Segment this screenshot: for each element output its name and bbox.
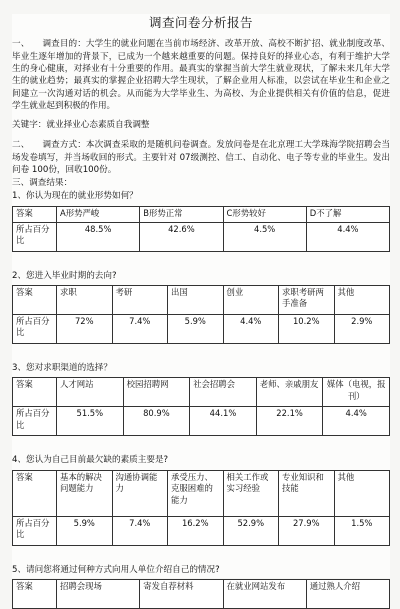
row-label-cell: 所占百分比 bbox=[13, 516, 57, 545]
header-cell: 专业知识和技能 bbox=[279, 470, 335, 516]
header-cell: 通过熟人介绍 bbox=[306, 580, 389, 609]
header-cell: 其他 bbox=[334, 286, 390, 315]
document-page bbox=[12, 14, 390, 592]
table-header-row bbox=[13, 206, 390, 222]
value-cell: 42.6% bbox=[140, 222, 223, 251]
row-label-cell: 所占百分比 bbox=[13, 315, 57, 344]
value-cell: 4.4% bbox=[306, 222, 389, 251]
header-cell: 媒体（电视，报刊） bbox=[323, 378, 390, 407]
value-cell: 48.5% bbox=[57, 222, 140, 251]
header-cell: 答案 bbox=[13, 470, 57, 516]
header-cell: 在就业网站发布 bbox=[223, 580, 306, 609]
header-cell: 求职考研两手准备 bbox=[279, 286, 335, 315]
header-cell: 招聘会现场 bbox=[57, 580, 140, 609]
report-title: 调查问卷分析报告 bbox=[148, 15, 253, 30]
value-cell: 7.4% bbox=[112, 315, 168, 344]
question-1-table bbox=[12, 206, 390, 252]
value-cell: 10.2% bbox=[279, 315, 335, 344]
value-cell: 80.9% bbox=[123, 407, 190, 436]
value-cell: 22.1% bbox=[256, 407, 323, 436]
question-5-title: 5、请问您将通过何种方式向用人单位介绍自己的情况? bbox=[12, 564, 220, 575]
question-3-title: 3、您对求职渠道的选择？ bbox=[12, 363, 112, 374]
header-cell: 相关工作或实习经验 bbox=[223, 470, 279, 516]
question-4-title: 4、您认为自己目前最欠缺的素质主要是? bbox=[12, 455, 169, 466]
value-cell: 16.2% bbox=[168, 516, 224, 545]
value-cell: 4.4% bbox=[323, 407, 390, 436]
value-cell: 4.5% bbox=[223, 222, 306, 251]
question-3-table bbox=[12, 377, 390, 436]
header-cell: 答案 bbox=[13, 206, 57, 222]
question-2-title: 2、您进入毕业时期的去向? bbox=[12, 270, 117, 281]
value-cell: 1.5% bbox=[334, 516, 390, 545]
header-cell: 其他 bbox=[334, 470, 390, 516]
header-cell: D不了解 bbox=[306, 206, 389, 222]
table-row bbox=[13, 516, 390, 545]
purpose-paragraph: 一、 调查目的：大学生的就业问题在当前市场经济、改革开放、高校不断扩招、就业制度改革、毕业生逐年增加的背景下，已成为一个越来越重要的问题。保持良好的择业心态，有利于维护大学生的身心健康，对择业有十分重要的作用。最真实的掌握当前大学生就业现状，了解未来几年大学生的就业趋势；最真实的掌握企业招聘大学生现状，了解企业用人标准，以尝试在毕业生和企业之间建立一次沟通对话的机会。从而能为大学毕业生、为高校、为企业提供相关有价值的信息，促进学生就业起到积极的作用。 bbox=[12, 39, 390, 112]
header-cell: 求职 bbox=[57, 286, 113, 315]
value-cell: 51.5% bbox=[57, 407, 124, 436]
value-cell: 27.9% bbox=[279, 516, 335, 545]
header-cell: 基本的解决问题能力 bbox=[57, 470, 113, 516]
table-header-row bbox=[13, 286, 390, 315]
header-cell: 创业 bbox=[223, 286, 279, 315]
header-cell: 答案 bbox=[13, 378, 57, 407]
value-cell: 52.9% bbox=[223, 516, 279, 545]
table-row bbox=[13, 315, 390, 344]
header-cell: 沟通协调能力 bbox=[112, 470, 168, 516]
value-cell: 5.9% bbox=[57, 516, 113, 545]
table-header-row bbox=[13, 580, 390, 609]
header-cell: 人才网站 bbox=[57, 378, 124, 407]
header-cell: 考研 bbox=[112, 286, 168, 315]
header-cell: 答案 bbox=[13, 286, 57, 315]
row-label-cell: 所占百分比 bbox=[13, 222, 57, 251]
value-cell: 72% bbox=[57, 315, 113, 344]
question-5-table bbox=[12, 579, 390, 609]
table-row bbox=[13, 407, 390, 436]
keywords-line: 关键字：就业择业心态素质自我调整 bbox=[12, 119, 150, 130]
results-heading: 三、调查结果： bbox=[12, 177, 73, 188]
table-header-row bbox=[13, 470, 390, 516]
table-header-row bbox=[13, 378, 390, 407]
question-1-title: 1、你认为现在的就业形势如何？ bbox=[12, 191, 138, 202]
question-4-table bbox=[12, 470, 390, 546]
header-cell: 老师、亲戚朋友 bbox=[256, 378, 323, 407]
header-cell: B形势正常 bbox=[140, 206, 223, 222]
value-cell: 4.4% bbox=[223, 315, 279, 344]
header-cell: 社会招聘会 bbox=[190, 378, 257, 407]
value-cell: 44.1% bbox=[190, 407, 257, 436]
question-2-table bbox=[12, 285, 390, 344]
method-paragraph: 二、 调查方式：本次调查采取的是随机问卷调查。发放问卷是在北京理工大学珠海学院招聘会当场发卷填写，并当场收回的形式。主要针对 07级测控、信工、自动化、电子等专业的毕业生。发出问卷 100份，回收100份。 bbox=[12, 140, 390, 176]
header-cell: 校园招聘网 bbox=[123, 378, 190, 407]
header-cell: 答案 bbox=[13, 580, 57, 609]
header-cell: C形势较好 bbox=[223, 206, 306, 222]
header-cell: 出国 bbox=[168, 286, 224, 315]
header-cell: 寄发自荐材料 bbox=[140, 580, 223, 609]
header-cell: 承受压力、克服困难的能力 bbox=[168, 470, 224, 516]
header-cell: A形势严峻 bbox=[57, 206, 140, 222]
value-cell: 2.9% bbox=[334, 315, 390, 344]
value-cell: 7.4% bbox=[112, 516, 168, 545]
row-label-cell: 所占百分比 bbox=[13, 407, 57, 436]
value-cell: 5.9% bbox=[168, 315, 224, 344]
table-row bbox=[13, 222, 390, 251]
